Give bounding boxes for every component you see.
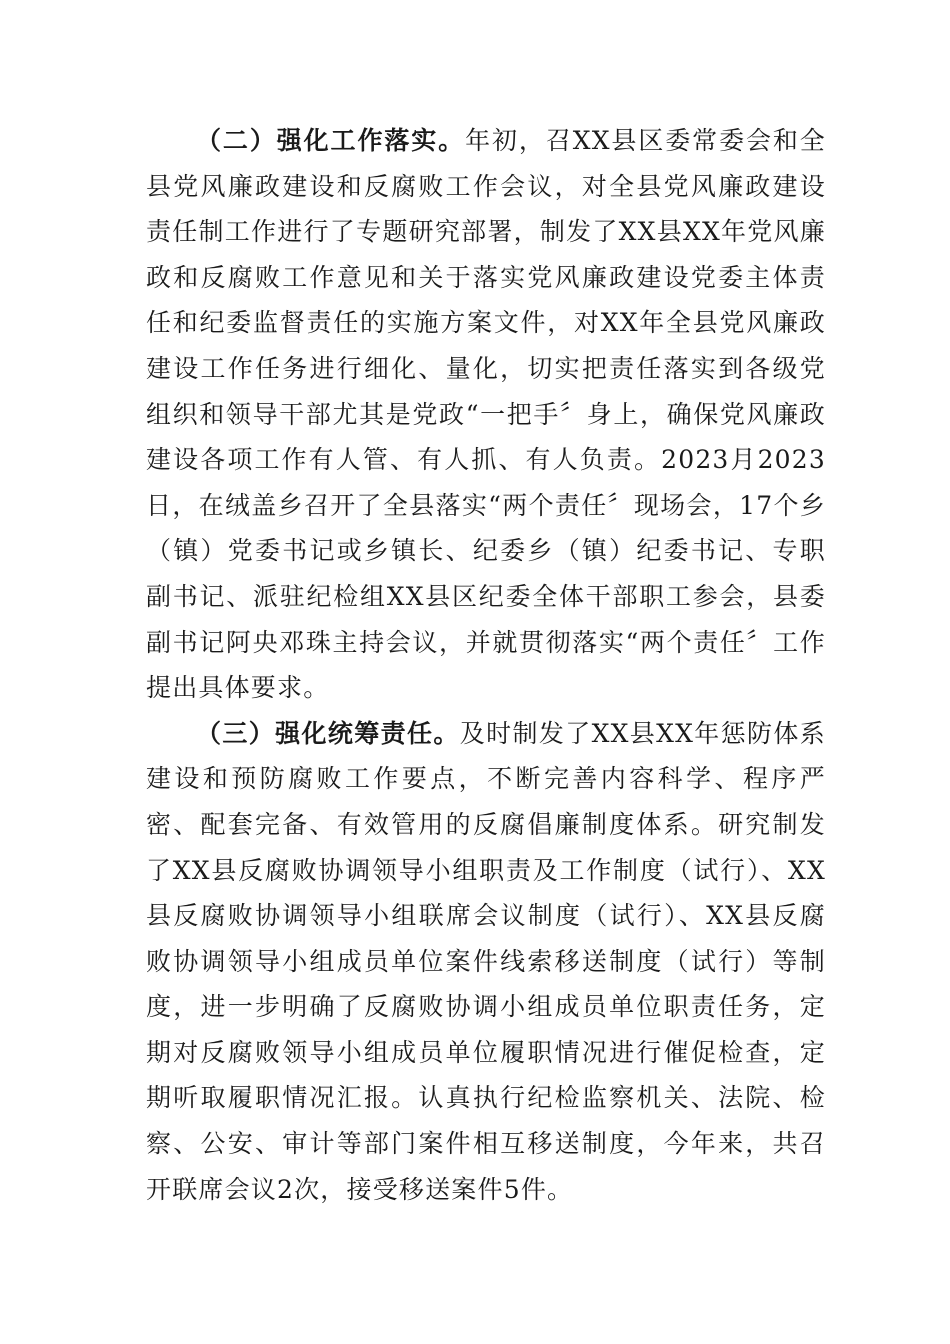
- paragraph-body-2: 年初，召XX县区委常委会和全县党风廉政建设和反腐败工作会议，对全县党风廉政建设责任制工作进行了专题研究部署，制发了XX县XX年党风廉政和反腐败工作意见和关于落实党风廉政建设党委主体责任和纪委监督责任的实施方案文件，对XX年全县党风廉政建设工作任务进行细化、量化，切实把责任落实到各级党组织和领导干部尤其是党政“一把手〞身上，确保党风廉政建设各项工作有人管、有人抓、有人负责。2023月2023日，在绒盖乡召开了全县落实“两个责任〞现场会，17个乡（镇）党委书记或乡镇长、纪委乡（镇）纪委书记、专职副书记、派驻纪检组XX县区纪委全体干部职工参会，县委副书记阿央邓珠主持会议，并就贯彻落实“两个责任〞工作提出具体要求。: [146, 126, 826, 703]
- section-heading-3: （三）强化统筹责任。: [196, 718, 460, 748]
- paragraph-body-3: 及时制发了XX县XX年惩防体系建设和预防腐败工作要点，不断完善内容科学、程序严密、配套完备、有效管用的反腐倡廉制度体系。研究制发了XX县反腐败协调领导小组职责及工作制度（试行）、XX县反腐败协调领导小组联席会议制度（试行）、XX县反腐败协调领导小组成员单位案件线索移送制度（试行）等制度，进一步明确了反腐败协调小组成员单位职责任务，定期对反腐败领导小组成员单位履职情况进行催促检查，定期听取履职情况汇报。认真执行纪检监察机关、法院、检察、公安、审计等部门案件相互移送制度，今年来，共召开联席会议2次，接受移送案件5件。: [146, 718, 826, 1204]
- paragraph-overall-responsibility: [146, 711, 826, 1213]
- section-heading-2: （二）强化工作落实。: [196, 126, 466, 155]
- document-page: [146, 118, 826, 1212]
- paragraph-work-implementation: [146, 118, 826, 711]
